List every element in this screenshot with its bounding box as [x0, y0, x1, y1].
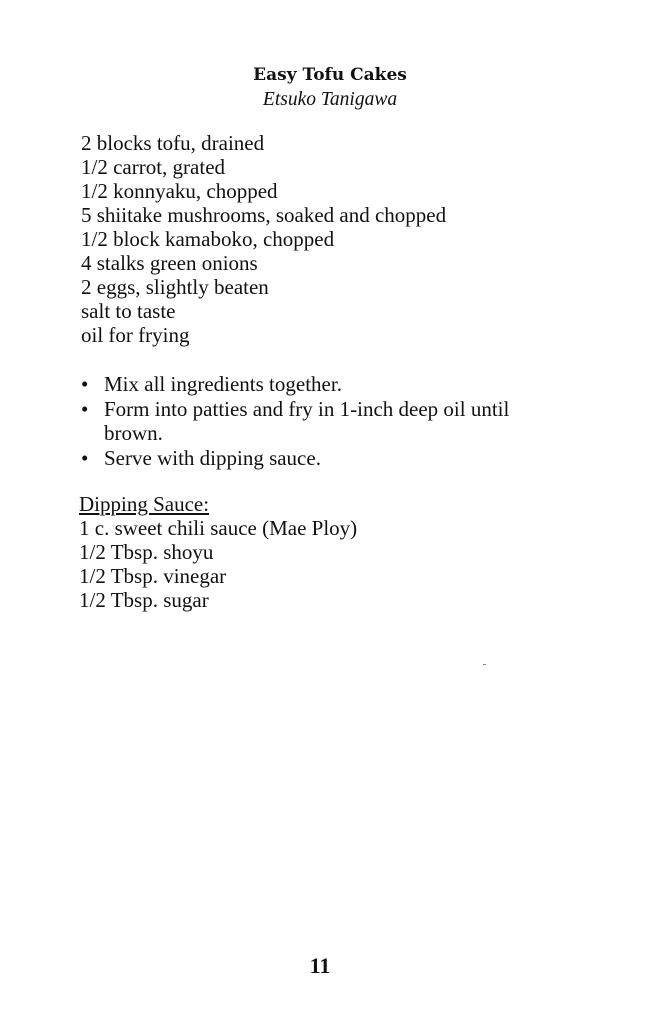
instruction-list: [81, 372, 561, 471]
instruction-step: [81, 397, 561, 445]
bullet-icon: •: [81, 446, 89, 470]
instruction-text: Form into patties and fry in 1-inch deep oil until brown.: [104, 397, 510, 445]
ingredient-item: 1/2 block kamaboko, chopped: [81, 227, 335, 251]
ingredient-item: 2 blocks tofu, drained: [81, 131, 265, 155]
instruction-step: [81, 446, 561, 470]
page-number: 11: [309, 953, 331, 978]
scan-speck: [483, 664, 486, 665]
ingredient-item: 5 shiitake mushrooms, soaked and chopped: [81, 203, 447, 227]
sauce-heading: Dipping Sauce:: [79, 492, 210, 516]
recipe-author: Etsuko Tanigawa: [262, 89, 398, 110]
recipe-title: Easy Tofu Cakes: [253, 65, 407, 85]
ingredient-item: salt to taste: [81, 299, 176, 323]
sauce-ingredient-item: 1/2 Tbsp. shoyu: [79, 540, 214, 564]
ingredient-item: 4 stalks green onions: [81, 251, 258, 275]
sauce-ingredient-item: 1/2 Tbsp. sugar: [79, 588, 209, 612]
bullet-icon: •: [81, 372, 89, 396]
ingredient-item: 1/2 carrot, grated: [81, 155, 226, 179]
sauce-ingredient-list: [79, 516, 357, 612]
instruction-text: Mix all ingredients together.: [104, 372, 342, 396]
ingredient-item: 2 eggs, slightly beaten: [81, 275, 269, 299]
sauce-ingredient-item: 1/2 Tbsp. vinegar: [79, 564, 227, 588]
instruction-text: Serve with dipping sauce.: [104, 446, 321, 470]
ingredient-list: [81, 131, 446, 347]
bullet-icon: •: [81, 397, 89, 421]
ingredient-item: 1/2 konnyaku, chopped: [81, 179, 278, 203]
ingredient-item: oil for frying: [81, 323, 190, 347]
sauce-ingredient-item: 1 c. sweet chili sauce (Mae Ploy): [79, 516, 358, 540]
instruction-step: [81, 372, 561, 396]
